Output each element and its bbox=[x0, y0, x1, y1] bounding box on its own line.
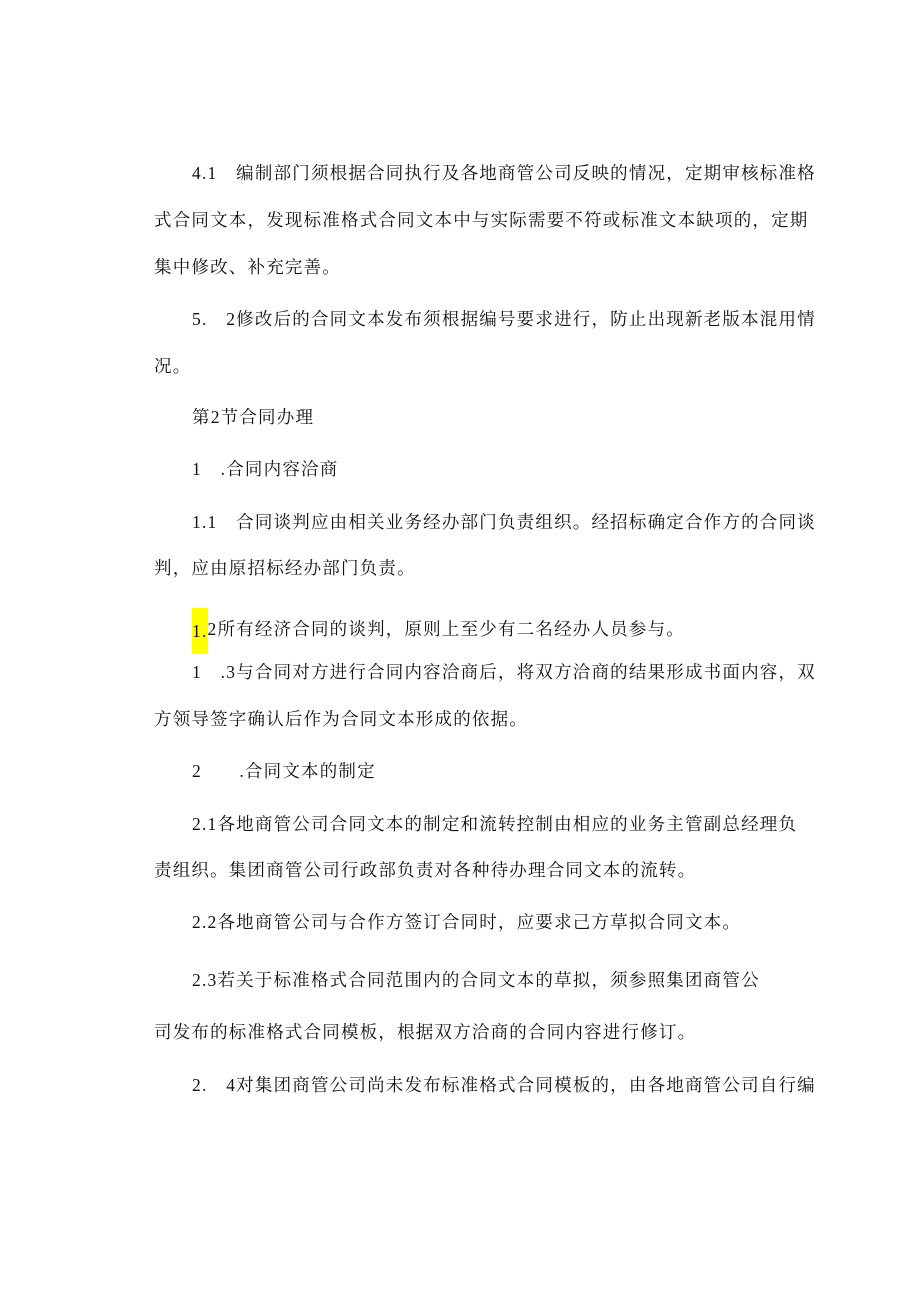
paragraph-line: 责组织。集团商管公司行政部负责对各种待办理合同文本的流转。 bbox=[154, 860, 697, 880]
paragraph-line: 2.1各地商管公司合同文本的制定和流转控制由相应的业务主管副总经理负 bbox=[192, 814, 798, 834]
paragraph-line: 4.1 编制部门须根据合同执行及各地商管公司反映的情况，定期审核标准格 bbox=[192, 163, 816, 183]
highlighted-text: 1. bbox=[192, 608, 208, 654]
subsection-heading: 2 .合同文本的制定 bbox=[192, 761, 376, 781]
paragraph-line: 2. 4对集团商管公司尚未发布标准格式合同模板的，由各地商管公司自行编 bbox=[192, 1075, 816, 1095]
paragraph-number: 2 bbox=[207, 619, 218, 640]
paragraph-line bbox=[192, 608, 685, 654]
paragraph-line: 集中修改、补充完善。 bbox=[154, 257, 341, 277]
paragraph-text: 所有经济合同的谈判，原则上至少有二名经办人员参与。 bbox=[217, 619, 685, 640]
paragraph-line: 况。 bbox=[154, 356, 192, 376]
paragraph-line: 1.1 合同谈判应由相关业务经办部门负责组织。经招标确定合作方的合同谈 bbox=[192, 512, 816, 532]
paragraph-line: 方领导签字确认后作为合同文本形成的依据。 bbox=[154, 709, 528, 729]
paragraph-line: 司发布的标准格式合同模板，根据双方洽商的合同内容进行修订。 bbox=[154, 1022, 697, 1042]
paragraph-line: 式合同文本，发现标准格式合同文本中与实际需要不符或标准文本缺项的，定期 bbox=[154, 210, 809, 230]
paragraph-line: 2.3若关于标准格式合同范围内的合同文本的草拟，须参照集团商管公 bbox=[192, 970, 760, 990]
subsection-heading: 1 .合同内容洽商 bbox=[192, 459, 339, 479]
paragraph-line: 5. 2修改后的合同文本发布须根据编号要求进行，防止出现新老版本混用情 bbox=[192, 309, 816, 329]
section-heading: 第2节合同办理 bbox=[192, 407, 315, 427]
paragraph-line: 2.2各地商管公司与合作方签订合同时，应要求己方草拟合同文本。 bbox=[192, 912, 742, 932]
paragraph-line: 1 .3与合同对方进行合同内容洽商后，将双方洽商的结果形成书面内容，双 bbox=[192, 662, 816, 682]
paragraph-line: 判，应由原招标经办部门负责。 bbox=[154, 558, 416, 578]
